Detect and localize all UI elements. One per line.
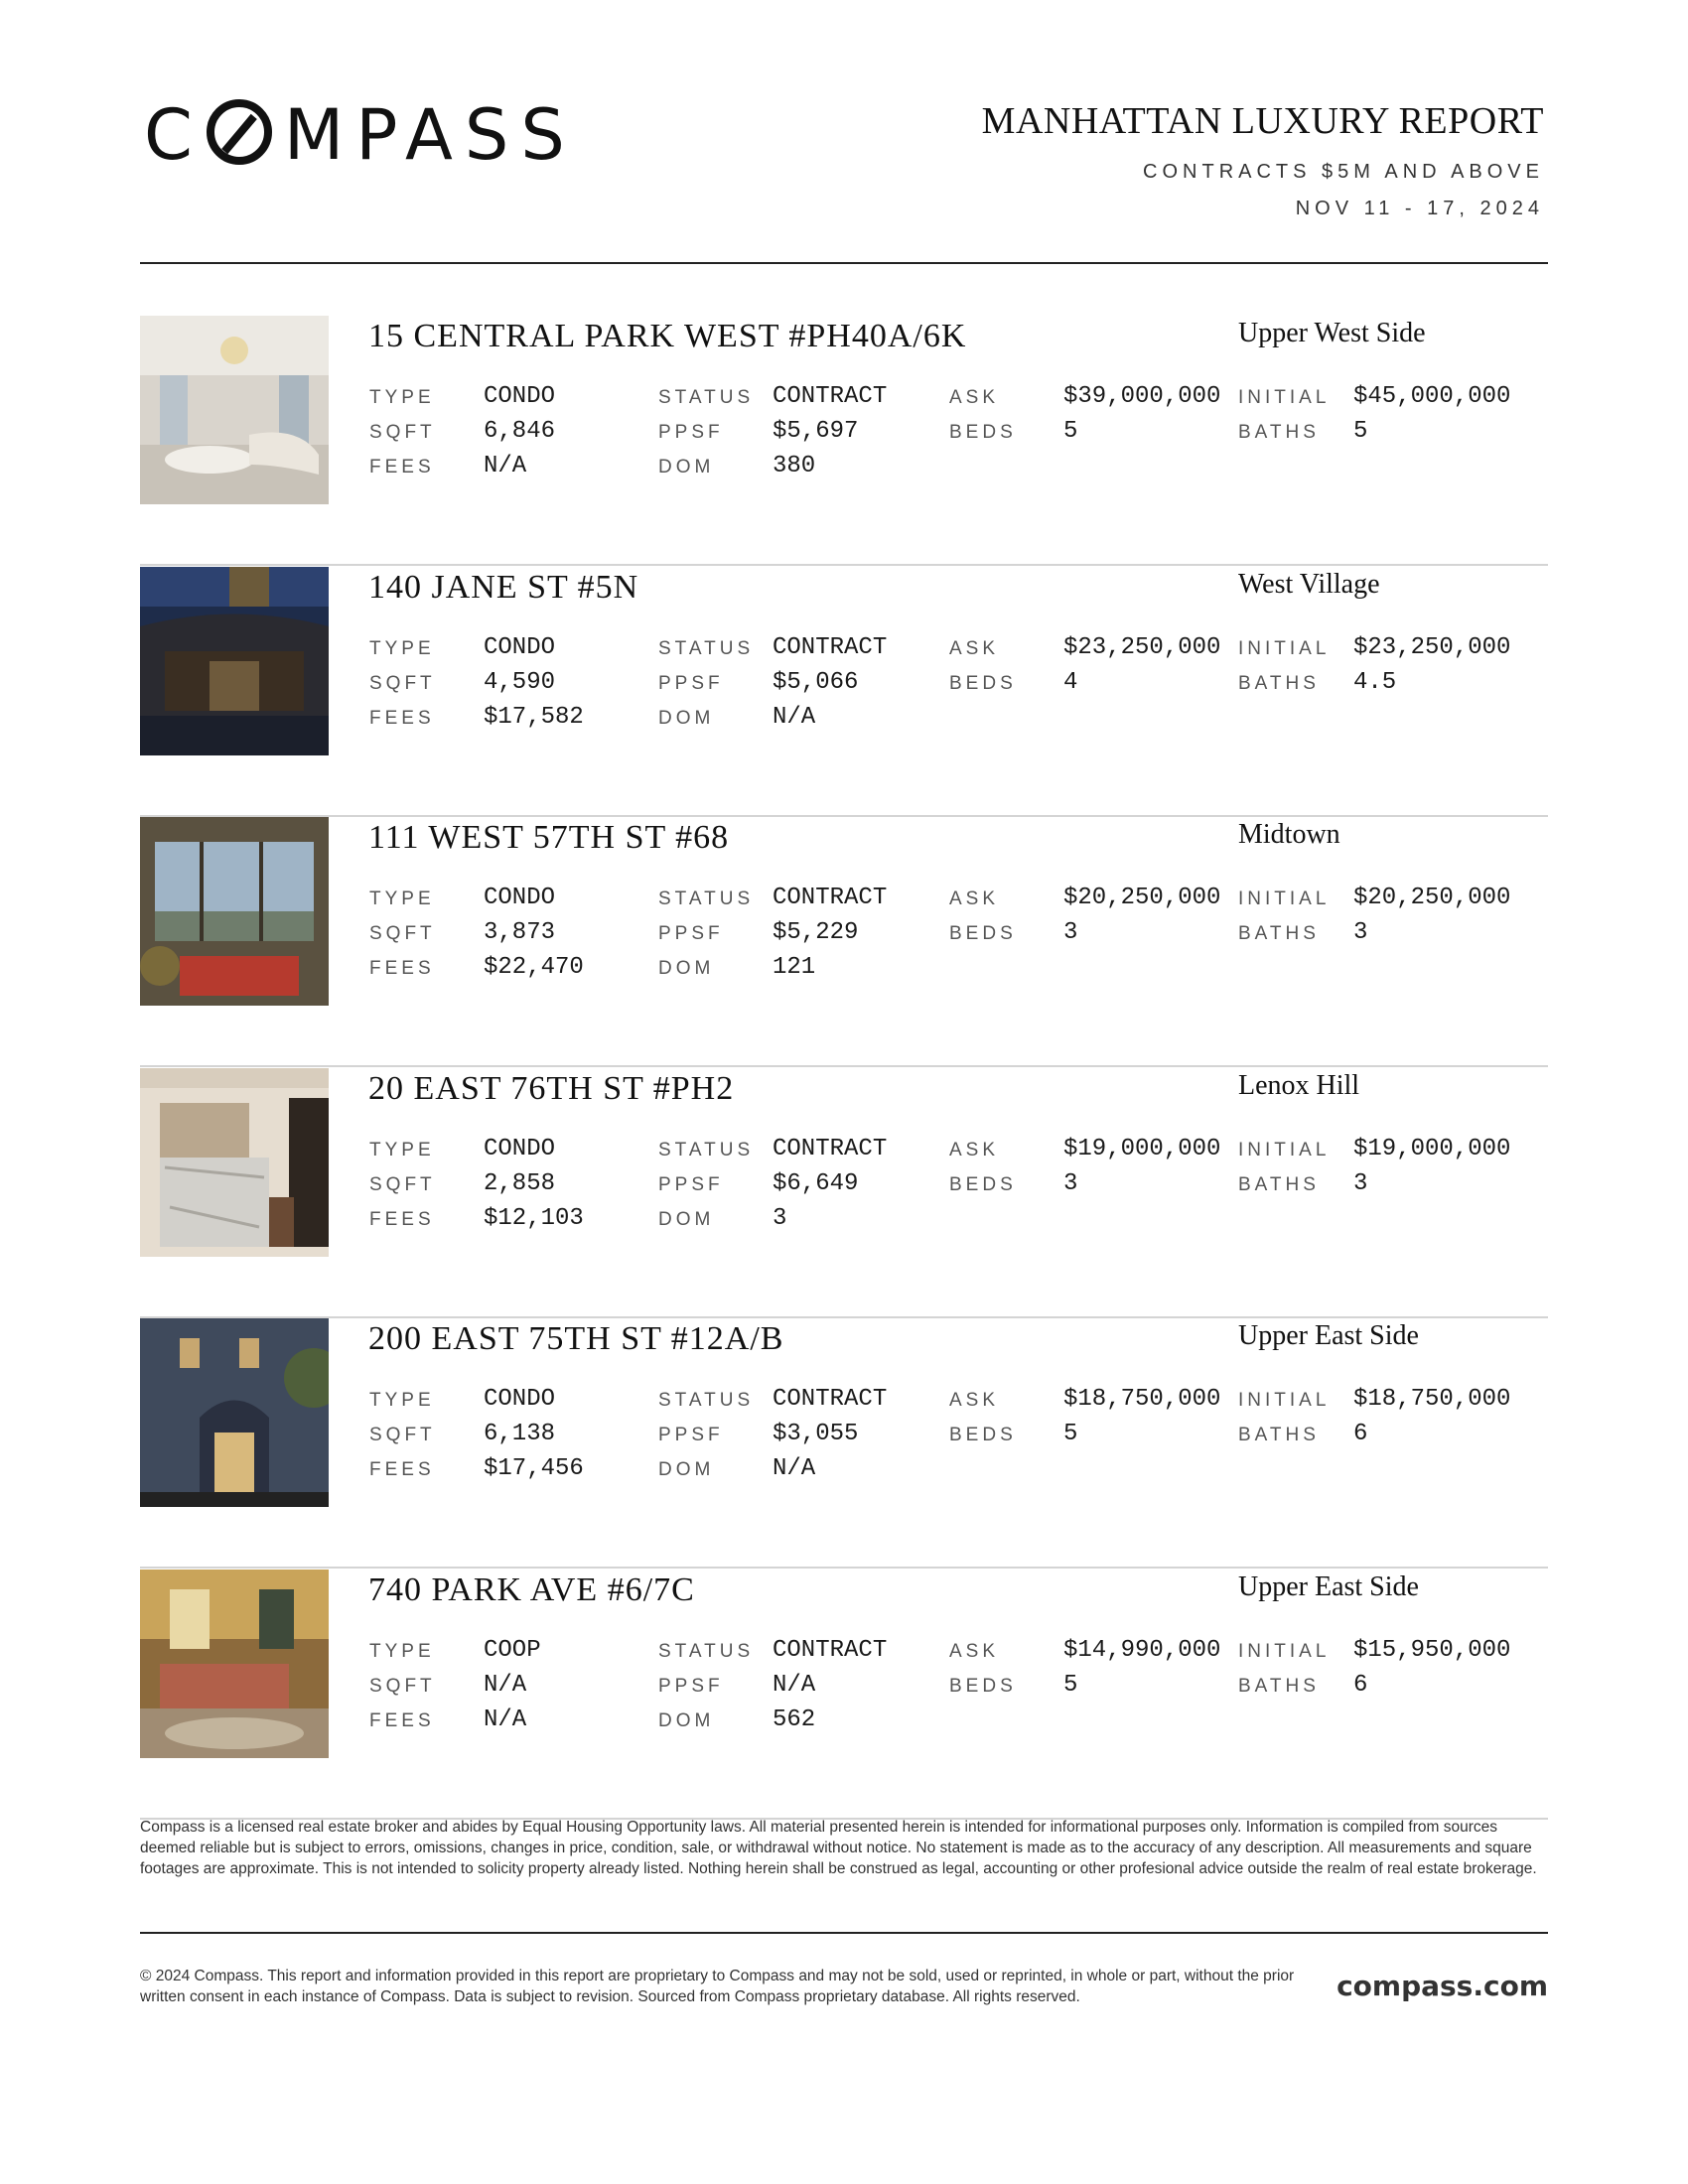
value-fees: $12,103 — [484, 1205, 584, 1232]
label-beds: BEDS — [949, 923, 1017, 944]
value-dom: 121 — [773, 954, 816, 981]
value-ppsf: $3,055 — [773, 1421, 859, 1447]
label-fees: FEES — [369, 1459, 435, 1480]
label-sqft: SQFT — [369, 923, 436, 944]
value-ask: $39,000,000 — [1063, 383, 1221, 410]
label-fees: FEES — [369, 958, 435, 979]
label-status: STATUS — [658, 1390, 755, 1411]
website-link[interactable]: compass.com — [1336, 1970, 1548, 2002]
value-sqft: 6,138 — [484, 1421, 556, 1447]
value-beds: 5 — [1063, 418, 1078, 445]
label-initial: INITIAL — [1238, 1641, 1331, 1662]
value-ask: $20,250,000 — [1063, 885, 1221, 911]
label-beds: BEDS — [949, 1174, 1017, 1195]
value-ask: $18,750,000 — [1063, 1386, 1221, 1413]
label-sqft: SQFT — [369, 1174, 436, 1195]
value-ppsf: $5,229 — [773, 919, 859, 946]
value-ask: $23,250,000 — [1063, 634, 1221, 661]
value-ppsf: N/A — [773, 1672, 816, 1699]
label-status: STATUS — [658, 1140, 755, 1160]
label-initial: INITIAL — [1238, 638, 1331, 659]
label-status: STATUS — [658, 888, 755, 909]
listing-address[interactable]: 20 EAST 76TH ST #PH2 — [368, 1070, 735, 1107]
label-sqft: SQFT — [369, 1676, 436, 1697]
value-beds: 5 — [1063, 1672, 1078, 1699]
value-baths: 4.5 — [1353, 669, 1397, 696]
report-subtitle: CONTRACTS $5M AND ABOVE — [1143, 161, 1544, 183]
label-baths: BATHS — [1238, 1676, 1320, 1697]
building-facade-photo[interactable] — [140, 1318, 329, 1507]
listing-row[interactable] — [140, 1068, 1548, 1318]
label-fees: FEES — [369, 708, 435, 729]
label-fees: FEES — [369, 1209, 435, 1230]
value-status: CONTRACT — [773, 634, 888, 661]
value-ppsf: $5,066 — [773, 669, 859, 696]
value-sqft: 2,858 — [484, 1170, 556, 1197]
label-ask: ASK — [949, 638, 1000, 659]
listing-row[interactable] — [140, 567, 1548, 817]
report-header — [982, 99, 1544, 220]
copyright-text: © 2024 Compass. This report and information provided in this report are proprietary to Compass and may not be sold, used or reprinted, in whole or part, without the prior written consent in each instance of Compass. Data is subject to revision. Sourced from Compass proprietary database. All rights reserved. — [140, 1968, 1295, 2005]
listing-address[interactable]: 200 EAST 75TH ST #12A/B — [368, 1320, 784, 1357]
report-date-range: NOV 11 - 17, 2024 — [1295, 198, 1544, 219]
label-sqft: SQFT — [369, 673, 436, 694]
value-dom: 562 — [773, 1706, 816, 1733]
label-baths: BATHS — [1238, 1174, 1320, 1195]
label-ppsf: PPSF — [658, 1425, 724, 1445]
header-divider — [140, 262, 1548, 264]
label-baths: BATHS — [1238, 673, 1320, 694]
value-baths: 3 — [1353, 1170, 1368, 1197]
value-status: CONTRACT — [773, 1637, 888, 1664]
value-type: CONDO — [484, 383, 556, 410]
living-room-photo[interactable] — [140, 316, 329, 504]
label-dom: DOM — [658, 457, 715, 478]
value-fees: N/A — [484, 1706, 527, 1733]
value-beds: 5 — [1063, 1421, 1078, 1447]
report-title: MANHATTAN LUXURY REPORT — [981, 100, 1544, 142]
value-status: CONTRACT — [773, 1136, 888, 1162]
value-beds: 3 — [1063, 919, 1078, 946]
label-type: TYPE — [369, 387, 435, 408]
value-fees: N/A — [484, 453, 527, 479]
label-sqft: SQFT — [369, 1425, 436, 1445]
value-ppsf: $6,649 — [773, 1170, 859, 1197]
label-ask: ASK — [949, 1641, 1000, 1662]
label-beds: BEDS — [949, 1676, 1017, 1697]
value-initial: $15,950,000 — [1353, 1637, 1511, 1664]
value-initial: $20,250,000 — [1353, 885, 1511, 911]
label-sqft: SQFT — [369, 422, 436, 443]
value-type: CONDO — [484, 1386, 556, 1413]
listing-address[interactable]: 15 CENTRAL PARK WEST #PH40A/6K — [368, 318, 967, 354]
value-dom: N/A — [773, 704, 816, 731]
value-status: CONTRACT — [773, 383, 888, 410]
listing-address[interactable]: 111 WEST 57TH ST #68 — [368, 819, 730, 856]
label-ppsf: PPSF — [658, 673, 724, 694]
label-type: TYPE — [369, 1390, 435, 1411]
value-fees: $17,456 — [484, 1455, 584, 1482]
value-status: CONTRACT — [773, 885, 888, 911]
label-dom: DOM — [658, 708, 715, 729]
listing-divider — [140, 1567, 1548, 1569]
value-type: CONDO — [484, 885, 556, 911]
value-sqft: 3,873 — [484, 919, 556, 946]
listing-divider — [140, 1065, 1548, 1067]
label-ask: ASK — [949, 1390, 1000, 1411]
value-beds: 4 — [1063, 669, 1078, 696]
drawing-room-photo[interactable] — [140, 1570, 329, 1758]
compass-logo-o-icon — [207, 99, 272, 165]
listing-neighborhood: Lenox Hill — [1238, 1070, 1360, 1101]
label-type: TYPE — [369, 638, 435, 659]
label-baths: BATHS — [1238, 1425, 1320, 1445]
value-baths: 6 — [1353, 1672, 1368, 1699]
listing-address[interactable]: 740 PARK AVE #6/7C — [368, 1571, 695, 1608]
compass-logo — [144, 93, 577, 176]
label-ask: ASK — [949, 888, 1000, 909]
value-status: CONTRACT — [773, 1386, 888, 1413]
label-type: TYPE — [369, 888, 435, 909]
value-baths: 5 — [1353, 418, 1368, 445]
label-fees: FEES — [369, 457, 435, 478]
value-initial: $18,750,000 — [1353, 1386, 1511, 1413]
listing-neighborhood: Upper East Side — [1238, 1320, 1419, 1351]
label-initial: INITIAL — [1238, 387, 1331, 408]
building-entrance-photo[interactable] — [140, 567, 329, 755]
value-initial: $19,000,000 — [1353, 1136, 1511, 1162]
value-sqft: N/A — [484, 1672, 527, 1699]
label-baths: BATHS — [1238, 422, 1320, 443]
value-dom: 3 — [773, 1205, 787, 1232]
value-sqft: 4,590 — [484, 669, 556, 696]
label-initial: INITIAL — [1238, 1140, 1331, 1160]
footer-divider — [140, 1932, 1548, 1934]
listing-row[interactable] — [140, 817, 1548, 1067]
value-baths: 3 — [1353, 919, 1368, 946]
window-view-photo[interactable] — [140, 817, 329, 1006]
label-ppsf: PPSF — [658, 923, 724, 944]
value-beds: 3 — [1063, 1170, 1078, 1197]
listing-neighborhood: Upper West Side — [1238, 318, 1426, 348]
listing-row[interactable] — [140, 1570, 1548, 1820]
label-ppsf: PPSF — [658, 422, 724, 443]
compass-logo-wordmark: C MPASS — [144, 93, 577, 176]
label-status: STATUS — [658, 387, 755, 408]
label-baths: BATHS — [1238, 923, 1320, 944]
label-ppsf: PPSF — [658, 1676, 724, 1697]
disclaimer-text: Compass is a licensed real estate broker and abides by Equal Housing Opportunity laws. All material presented herein is intended for informational purposes only. Information is compiled from sources deemed reliable but is subject to errors, omissions, changes in price, condition, sale, or withdrawal without notice. No statement is made as to the accuracy of any description. All measurements and square footages are approximate. This is not intended to solicity property already listed. Nothing herein shall be construed as legal, accounting or other profesional advice outside the realm of real estate brokerage. — [140, 1819, 1537, 1877]
value-dom: N/A — [773, 1455, 816, 1482]
listing-row[interactable] — [140, 1318, 1548, 1569]
label-dom: DOM — [658, 1459, 715, 1480]
value-ppsf: $5,697 — [773, 418, 859, 445]
value-dom: 380 — [773, 453, 816, 479]
label-beds: BEDS — [949, 1425, 1017, 1445]
value-sqft: 6,846 — [484, 418, 556, 445]
value-fees: $22,470 — [484, 954, 584, 981]
listing-neighborhood: Midtown — [1238, 819, 1340, 850]
value-ask: $19,000,000 — [1063, 1136, 1221, 1162]
label-ask: ASK — [949, 387, 1000, 408]
value-type: CONDO — [484, 634, 556, 661]
label-initial: INITIAL — [1238, 1390, 1331, 1411]
label-ppsf: PPSF — [658, 1174, 724, 1195]
value-baths: 6 — [1353, 1421, 1368, 1447]
value-type: CONDO — [484, 1136, 556, 1162]
label-dom: DOM — [658, 958, 715, 979]
value-type: COOP — [484, 1637, 541, 1664]
label-dom: DOM — [658, 1710, 715, 1731]
listing-neighborhood: Upper East Side — [1238, 1571, 1419, 1602]
label-fees: FEES — [369, 1710, 435, 1731]
listing-row[interactable] — [140, 316, 1548, 566]
value-ask: $14,990,000 — [1063, 1637, 1221, 1664]
label-status: STATUS — [658, 638, 755, 659]
listing-address[interactable]: 140 JANE ST #5N — [368, 569, 639, 606]
label-beds: BEDS — [949, 422, 1017, 443]
label-type: TYPE — [369, 1641, 435, 1662]
label-type: TYPE — [369, 1140, 435, 1160]
label-status: STATUS — [658, 1641, 755, 1662]
label-initial: INITIAL — [1238, 888, 1331, 909]
label-ask: ASK — [949, 1140, 1000, 1160]
value-initial: $23,250,000 — [1353, 634, 1511, 661]
kitchen-photo[interactable] — [140, 1068, 329, 1257]
listing-neighborhood: West Village — [1238, 569, 1380, 600]
value-initial: $45,000,000 — [1353, 383, 1511, 410]
listing-divider — [140, 564, 1548, 566]
value-fees: $17,582 — [484, 704, 584, 731]
label-beds: BEDS — [949, 673, 1017, 694]
label-dom: DOM — [658, 1209, 715, 1230]
